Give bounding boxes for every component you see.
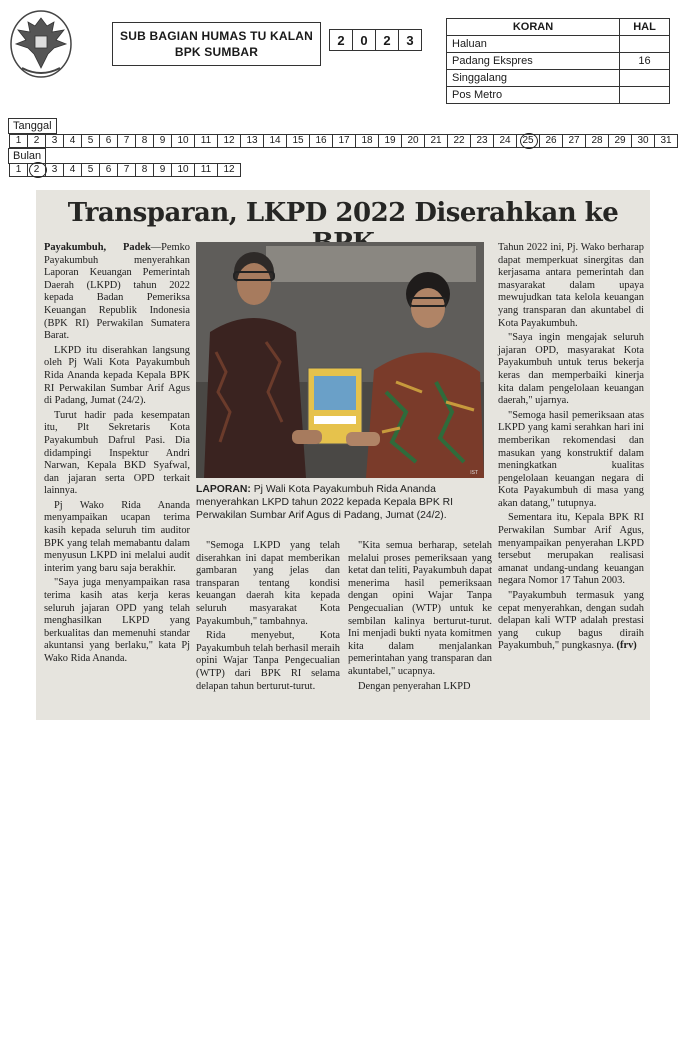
office-box (112, 22, 321, 66)
article-paragraph: Payakumbuh, Padek—Pemko Payakumbuh menyerahkan Laporan Keuangan Pemerintah Daerah (LKPD) tahun 2022 kepada Badan Pemeriksa Keuangan Republik Indonesia (BPK RI) Perwakilan Sumatera Barat. (44, 242, 190, 342)
article-paragraph: Tahun 2022 ini, Pj. Wako berharap dapat memperkuat sinergitas dan kerjasama antara pemerintah dan masyarakat dalam upaya mewujudkan tata kelola keuangan yang transparan dan akuntabel di Kota Payakumbuh. (498, 242, 644, 329)
paper-hal: 16 (620, 53, 670, 70)
paper-name: Singgalang (447, 70, 620, 87)
month-cell: 6 (99, 163, 118, 177)
month-cell: 3 (45, 163, 64, 177)
day-cell: 3 (45, 134, 64, 148)
article-paragraph: Dengan penyerahan LKPD (358, 680, 471, 692)
day-cell: 20 (401, 134, 425, 148)
day-cell: 9 (153, 134, 172, 148)
paper-name: Haluan (447, 36, 620, 53)
day-cell: 16 (309, 134, 333, 148)
article-column-4 (498, 242, 644, 655)
article-paragraph: "Kita semua berharap, setelah melalui proses pemeriksaan yang ketat dan teliti, Payakumbuh dapat menerima hasil pemeriksaan dengan opini Wajar Tanpa Pengecualian (WTP) untuk ke sembilan kalinya berturut-turut. Ini menjadi bukti nyata komitmen kita dalam menjalankan pemerintahan yang transparan dan akuntabel," ucapnya. (348, 540, 492, 677)
month-cell: 9 (153, 163, 172, 177)
day-cell: 4 (63, 134, 82, 148)
day-cell: 1 (9, 134, 28, 148)
month-cell: 11 (194, 163, 218, 177)
day-cell: 12 (217, 134, 241, 148)
byline: (frv) (616, 640, 637, 652)
day-cell: 15 (286, 134, 310, 148)
month-cell: 8 (135, 163, 154, 177)
day-cell: 26 (539, 134, 563, 148)
article-paragraph: "Saya juga menyampaikan rasa terima kasih atas kerja keras seluruh jajaran OPD yang telah menghasilkan LKPD yang berkualitas dan memenuhi standar akuntansi yang berlaku," kata Pj Wako Rida Ananda. (44, 577, 190, 664)
paper-hal (620, 70, 670, 87)
article-paragraph: "Semoga hasil pemeriksaan atas LKPD yang kami serahkan hari ini memberikan rekomendasi dan masukan yang konstruktif dalam meningkatkan kualitas pengelolaan keuangan negara di Kota Payakumbuh di masa yang akan datang," tutupnya. (498, 409, 644, 509)
year-digit: 0 (352, 29, 376, 51)
paper-name: Padang Ekspres (447, 53, 620, 70)
office-line-2: BPK SUMBAR (174, 45, 259, 59)
article-photo (196, 242, 484, 478)
koran-header: KORAN (447, 19, 620, 36)
news-clipping (36, 190, 650, 720)
month-cell: 1 (9, 163, 28, 177)
day-cell: 17 (332, 134, 356, 148)
month-cell: 7 (117, 163, 136, 177)
year-digit: 2 (329, 29, 353, 51)
day-cell: 29 (608, 134, 632, 148)
table-row (447, 70, 670, 87)
day-cell: 19 (378, 134, 402, 148)
paper-name: Pos Metro (447, 87, 620, 104)
table-row (447, 53, 670, 70)
day-cell: 7 (117, 134, 136, 148)
day-cell: 8 (135, 134, 154, 148)
day-cell: 13 (240, 134, 264, 148)
caption-lead: LAPORAN: (196, 484, 251, 495)
paper-hal (620, 87, 670, 104)
day-cell: 10 (171, 134, 195, 148)
month-cell: 10 (171, 163, 195, 177)
caption-text: Pj Wali Kota Payakumbuh Rida Ananda menyerahkan LKPD tahun 2022 kepada Kepala BPK RI Perwakilan Sumbar Arif Agus di Padang, Jumat (24/2). (196, 484, 454, 521)
article-paragraph: "Saya ingin mengajak seluruh jajaran OPD, masyarakat Kota Payakumbuh untuk terus bekerja keras dan memperbaiki kinerja kita dalam pengelolaan keuangan daerah," ujarnya. (498, 332, 644, 407)
day-cell: 28 (585, 134, 609, 148)
day-cell: 30 (631, 134, 655, 148)
day-cell: 14 (263, 134, 287, 148)
paper-hal (620, 36, 670, 53)
photo-credit: IST (470, 470, 478, 476)
article-paragraph: Sementara itu, Kepala BPK RI Perwakilan Sumbar Arif Agus, menyampaikan penyerahan LKPD tersebut merupakan realisasi amanat undang-undang keuangan negara Nomor 17 Tahun 2003. (498, 512, 644, 587)
garuda-emblem-logo (8, 6, 74, 86)
day-cell: 22 (447, 134, 471, 148)
article-paragraph: Turut hadir pada kesempatan itu, Plt Sekretaris Kota Payakumbuh Dafrul Pasi. Dia didampingi Inspektur Andri Narwan, Kepala BKD Syafwal, dan jajaran serta OPD terkait lainnya. (44, 409, 190, 497)
day-cell: 27 (562, 134, 586, 148)
day-cell: 2 (27, 134, 46, 148)
month-strip (10, 163, 241, 177)
day-cell: 24 (493, 134, 517, 148)
day-cell: 25 (516, 134, 540, 148)
day-cell: 18 (355, 134, 379, 148)
day-cell: 21 (424, 134, 448, 148)
article-paragraph: Rida menyebut, Kota Payakumbuh telah berhasil meraih opini Wajar Tanpa Pengecualian (WTP) dari BPK RI selama delapan tahun berturut-turut. (196, 630, 340, 692)
article-paragraph: "Payakumbuh termasuk yang cepat menyerahkan, dengan sudah delapan kali WTP adalah prestasi yang cukup bagus diraih Payakumbuh," pungkasnya. (frv) (498, 590, 644, 652)
day-cell: 6 (99, 134, 118, 148)
day-cell: 31 (654, 134, 678, 148)
day-strip (10, 134, 678, 148)
hal-header: HAL (620, 19, 670, 36)
article-paragraph: LKPD itu diserahkan langsung oleh Pj Wali Kota Payakumbuh Rida Ananda kepada Kepala BPK RI Perwakilan Sumbar Arif Agus di Padang, Jumat (24/2). (44, 344, 190, 407)
bulan-label: Bulan (8, 148, 46, 164)
month-cell: 5 (81, 163, 100, 177)
day-cell: 23 (470, 134, 494, 148)
article-column-3 (348, 540, 492, 695)
month-cell: 12 (217, 163, 241, 177)
photo-illustration (196, 242, 484, 478)
article-column-1 (44, 242, 190, 668)
month-cell: 4 (63, 163, 82, 177)
table-row (447, 87, 670, 104)
year-boxes (330, 29, 422, 51)
photo-caption (196, 483, 488, 522)
article-paragraph: "Semoga LKPD yang telah diserahkan ini dapat memberikan gambaran yang jelas dan transparan tentang kondisi keuangan daerah kita kepada seluruh masyarakat Kota Payakumbuh," tambahnya. (196, 540, 340, 627)
article-column-2 (196, 540, 340, 695)
day-cell: 5 (81, 134, 100, 148)
koran-table (446, 18, 670, 104)
year-digit: 3 (398, 29, 422, 51)
article-headline: Transparan, LKPD 2022 Diserahkan ke (67, 198, 619, 228)
article-paragraph: Pj Wako Rida Ananda menyampaikan ucapan terima kasih kepada seluruh tim auditor BPK yang telah memabantu dalam menyusun LKPD ini melalui audit interim yang baru saja berakhir. (44, 499, 190, 574)
day-cell: 11 (194, 134, 218, 148)
month-cell: 2 (27, 163, 46, 177)
dateline: Payakumbuh, Padek (44, 242, 151, 253)
tanggal-label: Tanggal (8, 118, 57, 134)
table-row (447, 36, 670, 53)
office-line-1: SUB BAGIAN HUMAS TU KALAN (120, 29, 313, 43)
year-digit: 2 (375, 29, 399, 51)
